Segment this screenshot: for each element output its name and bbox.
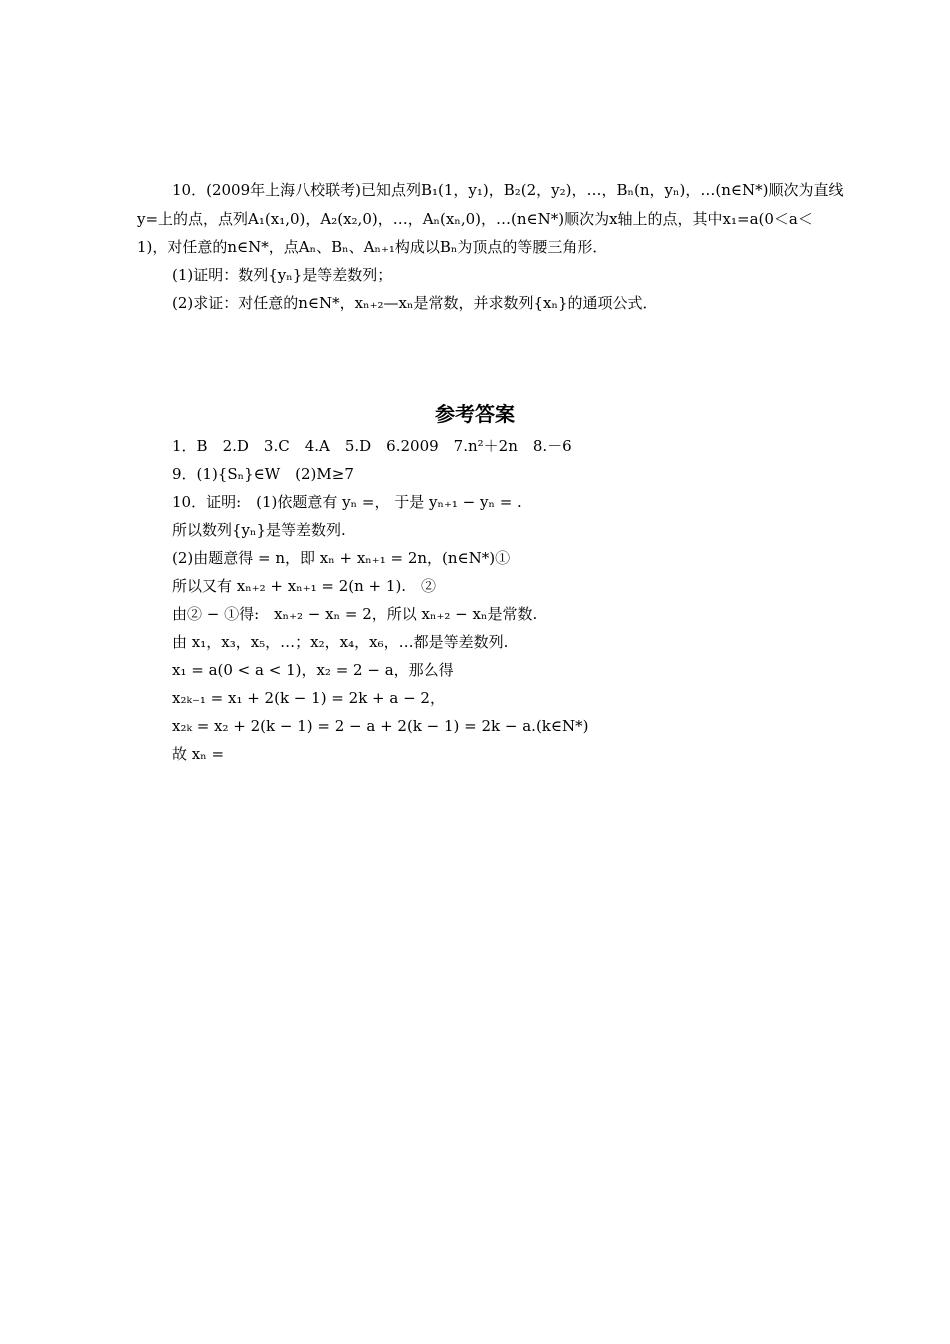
problem-part-2: (2)求证：对任意的n∈N*，xₙ₊₂—xₙ是常数，并求数列{xₙ}的通项公式．: [172, 294, 658, 312]
answer-line-7: 由② − ①得: xₙ₊₂ − xₙ = 2，所以 xₙ₊₂ − xₙ是常数.: [172, 605, 538, 623]
answer-line-1: 1．B 2.D 3.C 4.A 5.D 6.2009 7.n²＋2n 8.－6: [172, 437, 572, 455]
problem-line-3: 1)，对任意的n∈N*，点Aₙ、Bₙ、Aₙ₊₁构成以Bₙ为顶点的等腰三角形．: [137, 238, 608, 256]
answer-line-9: x₁ = a(0 < a < 1)，x₂ = 2 − a，那么得: [172, 661, 454, 679]
answer-line-4: 所以数列{yₙ}是等差数列.: [172, 521, 346, 539]
answers-title: 参考答案: [435, 402, 515, 426]
answer-line-10: x₂ₖ₋₁ = x₁ + 2(k − 1) = 2k + a − 2，: [172, 689, 445, 707]
problem-part-1: (1)证明：数列{yₙ}是等差数列；: [172, 266, 393, 284]
answer-line-2: 9．(1){Sₙ}∈W (2)M≥7: [172, 465, 354, 483]
problem-line-1: 10．(2009年上海八校联考)已知点列B₁(1，y₁)，B₂(2，y₂)，…，Bₙ(n，yₙ)，…(n∈N*)顺次为直线: [172, 181, 844, 199]
answer-line-11: x₂ₖ = x₂ + 2(k − 1) = 2 − a + 2(k − 1) = 2k − a.(k∈N*): [172, 717, 589, 735]
answer-line-3: 10．证明: (1)依题意有 yₙ =， 于是 yₙ₊₁ − yₙ = .: [172, 493, 522, 511]
answer-line-8: 由 x₁，x₃，x₅，…；x₂，x₄，x₆，…都是等差数列.: [172, 633, 509, 651]
answer-line-12: 故 xₙ =: [172, 745, 225, 763]
problem-line-2: y=上的点，点列A₁(x₁,0)，A₂(x₂,0)，…，Aₙ(xₙ,0)，…(n∈N*)顺次为x轴上的点，其中x₁=a(0＜a＜: [137, 210, 813, 228]
answer-line-5: (2)由题意得 = n，即 xₙ + xₙ₊₁ = 2n，(n∈N*)①: [172, 549, 511, 567]
answer-line-6: 所以又有 xₙ₊₂ + xₙ₊₁ = 2(n + 1). ②: [172, 577, 437, 595]
